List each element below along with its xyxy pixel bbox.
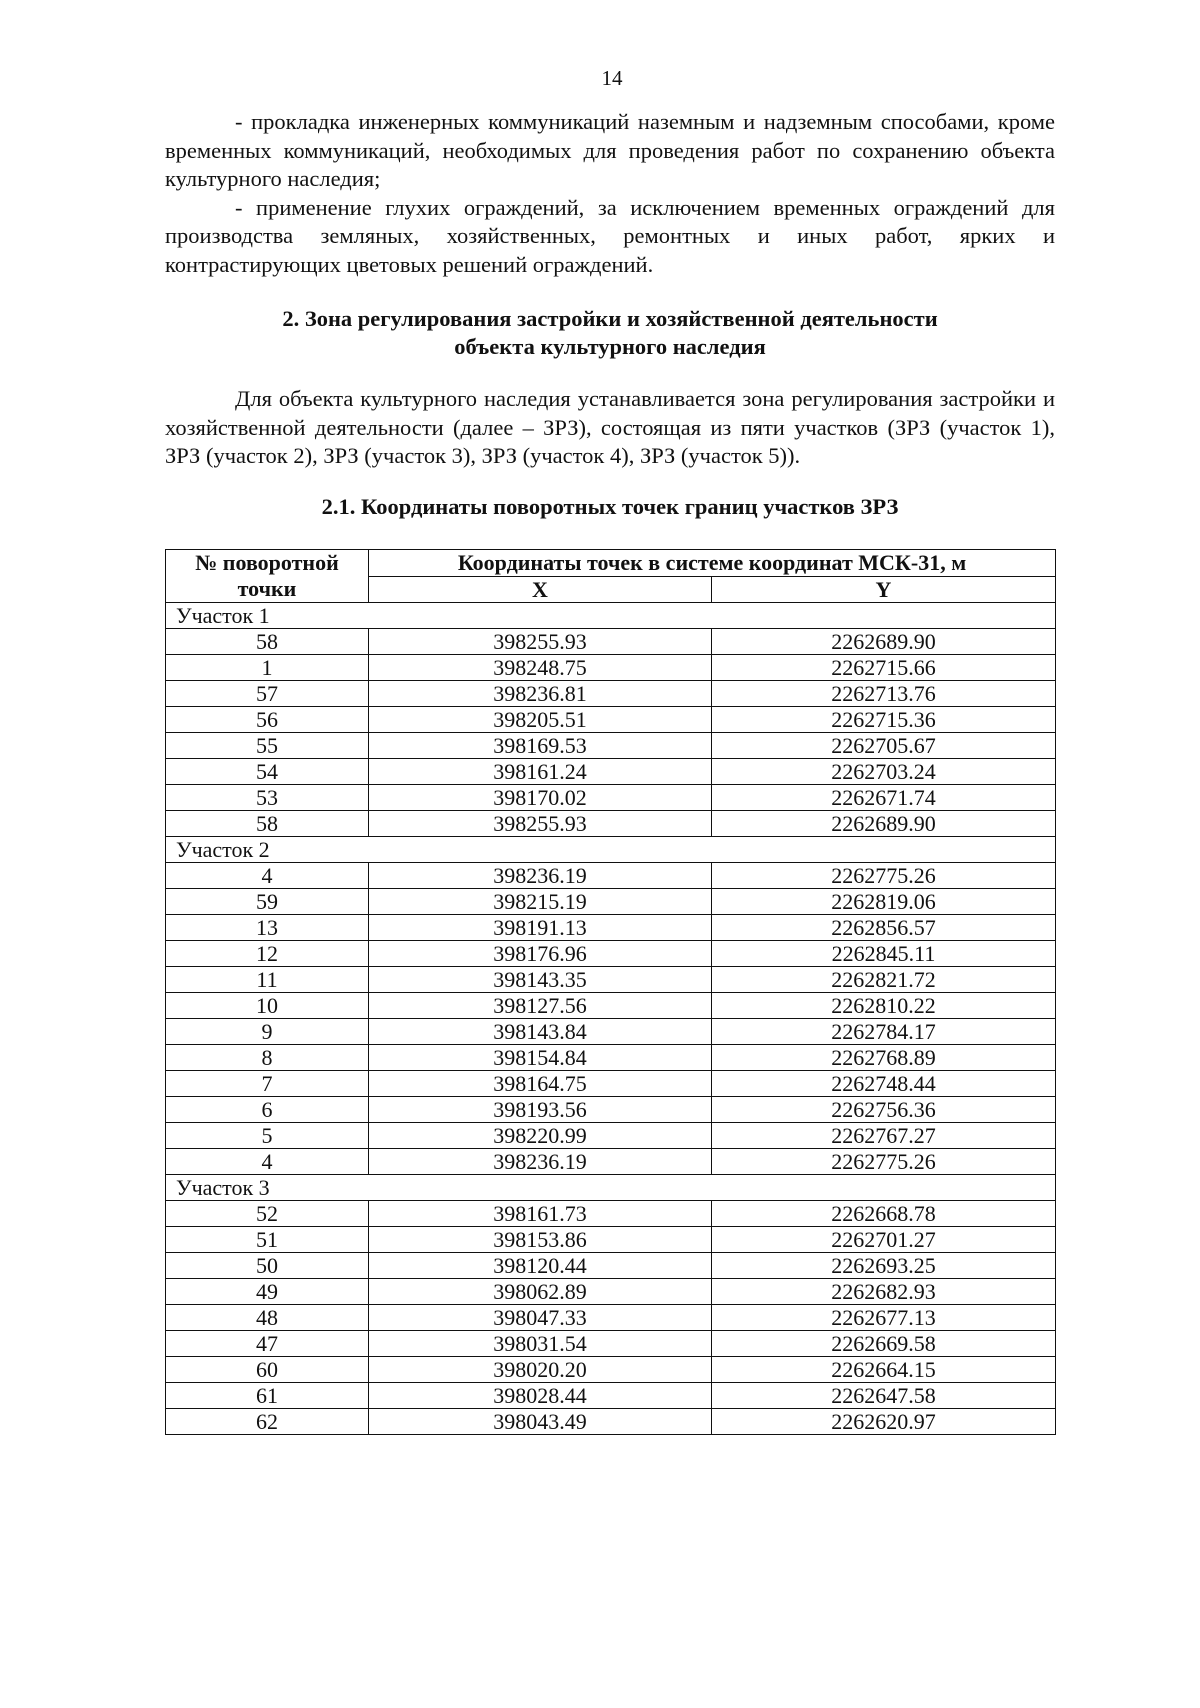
table-row bbox=[166, 1357, 1056, 1383]
table-row bbox=[166, 1201, 1056, 1227]
section-heading-line: объекта культурного наследия bbox=[454, 334, 766, 359]
y-coordinate: 2262671.74 bbox=[712, 785, 1056, 811]
x-coordinate: 398255.93 bbox=[369, 629, 712, 655]
table-row bbox=[166, 785, 1056, 811]
table-row bbox=[166, 681, 1056, 707]
point-number: 47 bbox=[166, 1331, 369, 1357]
point-number: 1 bbox=[166, 655, 369, 681]
header-x: X bbox=[369, 576, 712, 603]
x-coordinate: 398236.81 bbox=[369, 681, 712, 707]
y-coordinate: 2262693.25 bbox=[712, 1253, 1056, 1279]
section-row bbox=[166, 1175, 1056, 1201]
intro-text bbox=[165, 108, 1055, 279]
section-label: Участок 3 bbox=[166, 1175, 1056, 1201]
x-coordinate: 398020.20 bbox=[369, 1357, 712, 1383]
table-row bbox=[166, 863, 1056, 889]
header-y: Y bbox=[712, 576, 1056, 603]
point-number: 12 bbox=[166, 941, 369, 967]
paragraph: Для объекта культурного наследия устанавливается зона регулирования застройки и хозяйственной деятельности (далее – ЗРЗ), состоящая из пяти участков (ЗРЗ (участок 1), ЗРЗ (участок 2), ЗРЗ (участок 3), ЗРЗ (участок 4), ЗРЗ (участок 5)). bbox=[165, 386, 1055, 468]
header-point-number: № поворотной точки bbox=[166, 550, 369, 603]
section-heading bbox=[165, 305, 1055, 361]
x-coordinate: 398161.73 bbox=[369, 1201, 712, 1227]
x-coordinate: 398248.75 bbox=[369, 655, 712, 681]
point-number: 57 bbox=[166, 681, 369, 707]
y-coordinate: 2262677.13 bbox=[712, 1305, 1056, 1331]
x-coordinate: 398047.33 bbox=[369, 1305, 712, 1331]
point-number: 9 bbox=[166, 1019, 369, 1045]
table-row bbox=[166, 967, 1056, 993]
x-coordinate: 398255.93 bbox=[369, 811, 712, 837]
y-coordinate: 2262668.78 bbox=[712, 1201, 1056, 1227]
table-row bbox=[166, 1409, 1056, 1435]
table-row bbox=[166, 759, 1056, 785]
point-number: 58 bbox=[166, 811, 369, 837]
x-coordinate: 398127.56 bbox=[369, 993, 712, 1019]
header-coordinates: Координаты точек в системе координат МСК-31, м bbox=[369, 550, 1056, 577]
table-row bbox=[166, 811, 1056, 837]
y-coordinate: 2262819.06 bbox=[712, 889, 1056, 915]
x-coordinate: 398220.99 bbox=[369, 1123, 712, 1149]
table-row bbox=[166, 941, 1056, 967]
table-row bbox=[166, 889, 1056, 915]
y-coordinate: 2262767.27 bbox=[712, 1123, 1056, 1149]
x-coordinate: 398120.44 bbox=[369, 1253, 712, 1279]
y-coordinate: 2262682.93 bbox=[712, 1279, 1056, 1305]
table-row bbox=[166, 1019, 1056, 1045]
y-coordinate: 2262689.90 bbox=[712, 811, 1056, 837]
section-label: Участок 2 bbox=[166, 837, 1056, 863]
point-number: 58 bbox=[166, 629, 369, 655]
x-coordinate: 398176.96 bbox=[369, 941, 712, 967]
point-number: 56 bbox=[166, 707, 369, 733]
table-row bbox=[166, 1227, 1056, 1253]
table-row bbox=[166, 1305, 1056, 1331]
x-coordinate: 398028.44 bbox=[369, 1383, 712, 1409]
table-row bbox=[166, 993, 1056, 1019]
x-coordinate: 398236.19 bbox=[369, 863, 712, 889]
y-coordinate: 2262784.17 bbox=[712, 1019, 1056, 1045]
point-number: 8 bbox=[166, 1045, 369, 1071]
point-number: 11 bbox=[166, 967, 369, 993]
point-number: 5 bbox=[166, 1123, 369, 1149]
y-coordinate: 2262664.15 bbox=[712, 1357, 1056, 1383]
point-number: 7 bbox=[166, 1071, 369, 1097]
table-row bbox=[166, 655, 1056, 681]
x-coordinate: 398193.56 bbox=[369, 1097, 712, 1123]
x-coordinate: 398215.19 bbox=[369, 889, 712, 915]
y-coordinate: 2262701.27 bbox=[712, 1227, 1056, 1253]
point-number: 55 bbox=[166, 733, 369, 759]
table-row bbox=[166, 1383, 1056, 1409]
point-number: 48 bbox=[166, 1305, 369, 1331]
point-number: 59 bbox=[166, 889, 369, 915]
x-coordinate: 398205.51 bbox=[369, 707, 712, 733]
y-coordinate: 2262821.72 bbox=[712, 967, 1056, 993]
x-coordinate: 398191.13 bbox=[369, 915, 712, 941]
y-coordinate: 2262845.11 bbox=[712, 941, 1056, 967]
point-number: 52 bbox=[166, 1201, 369, 1227]
table-row bbox=[166, 629, 1056, 655]
point-number: 4 bbox=[166, 863, 369, 889]
point-number: 53 bbox=[166, 785, 369, 811]
table-row bbox=[166, 707, 1056, 733]
x-coordinate: 398164.75 bbox=[369, 1071, 712, 1097]
point-number: 6 bbox=[166, 1097, 369, 1123]
point-number: 13 bbox=[166, 915, 369, 941]
y-coordinate: 2262715.36 bbox=[712, 707, 1056, 733]
page-number: 14 bbox=[601, 66, 623, 90]
y-coordinate: 2262775.26 bbox=[712, 863, 1056, 889]
section-heading-line: 2. Зона регулирования застройки и хозяйственной деятельности bbox=[282, 306, 938, 331]
point-number: 51 bbox=[166, 1227, 369, 1253]
point-number: 60 bbox=[166, 1357, 369, 1383]
table-row bbox=[166, 1149, 1056, 1175]
section-row bbox=[166, 837, 1056, 863]
x-coordinate: 398043.49 bbox=[369, 1409, 712, 1435]
point-number: 54 bbox=[166, 759, 369, 785]
table-row bbox=[166, 1045, 1056, 1071]
section-row bbox=[166, 603, 1056, 629]
y-coordinate: 2262689.90 bbox=[712, 629, 1056, 655]
table-row bbox=[166, 733, 1056, 759]
point-number: 50 bbox=[166, 1253, 369, 1279]
x-coordinate: 398170.02 bbox=[369, 785, 712, 811]
x-coordinate: 398143.84 bbox=[369, 1019, 712, 1045]
y-coordinate: 2262856.57 bbox=[712, 915, 1056, 941]
y-coordinate: 2262647.58 bbox=[712, 1383, 1056, 1409]
table-row bbox=[166, 1253, 1056, 1279]
y-coordinate: 2262705.67 bbox=[712, 733, 1056, 759]
section-label: Участок 1 bbox=[166, 603, 1056, 629]
y-coordinate: 2262620.97 bbox=[712, 1409, 1056, 1435]
y-coordinate: 2262669.58 bbox=[712, 1331, 1056, 1357]
y-coordinate: 2262713.76 bbox=[712, 681, 1056, 707]
table-title: 2.1. Координаты поворотных точек границ участков ЗРЗ bbox=[321, 494, 899, 519]
y-coordinate: 2262810.22 bbox=[712, 993, 1056, 1019]
point-number: 61 bbox=[166, 1383, 369, 1409]
y-coordinate: 2262756.36 bbox=[712, 1097, 1056, 1123]
y-coordinate: 2262775.26 bbox=[712, 1149, 1056, 1175]
coordinates-table bbox=[165, 549, 1056, 1435]
x-coordinate: 398169.53 bbox=[369, 733, 712, 759]
y-coordinate: 2262768.89 bbox=[712, 1045, 1056, 1071]
x-coordinate: 398062.89 bbox=[369, 1279, 712, 1305]
table-row bbox=[166, 1279, 1056, 1305]
section-text bbox=[165, 385, 1055, 471]
table-row bbox=[166, 1097, 1056, 1123]
x-coordinate: 398031.54 bbox=[369, 1331, 712, 1357]
point-number: 10 bbox=[166, 993, 369, 1019]
table-row bbox=[166, 1331, 1056, 1357]
y-coordinate: 2262748.44 bbox=[712, 1071, 1056, 1097]
point-number: 49 bbox=[166, 1279, 369, 1305]
y-coordinate: 2262703.24 bbox=[712, 759, 1056, 785]
paragraph: - применение глухих ограждений, за исключением временных ограждений для производства земляных, хозяйственных, ремонтных и иных работ, ярких и контрастирующих цветовых решений ограждений. bbox=[165, 194, 1055, 277]
y-coordinate: 2262715.66 bbox=[712, 655, 1056, 681]
x-coordinate: 398143.35 bbox=[369, 967, 712, 993]
x-coordinate: 398236.19 bbox=[369, 1149, 712, 1175]
point-number: 62 bbox=[166, 1409, 369, 1435]
table-row bbox=[166, 1123, 1056, 1149]
x-coordinate: 398153.86 bbox=[369, 1227, 712, 1253]
x-coordinate: 398154.84 bbox=[369, 1045, 712, 1071]
point-number: 4 bbox=[166, 1149, 369, 1175]
table-row bbox=[166, 915, 1056, 941]
paragraph: - прокладка инженерных коммуникаций наземным и надземным способами, кроме временных коммуникаций, необходимых для проведения работ по сохранению объекта культурного наследия; bbox=[165, 109, 1055, 191]
table-row bbox=[166, 1071, 1056, 1097]
x-coordinate: 398161.24 bbox=[369, 759, 712, 785]
